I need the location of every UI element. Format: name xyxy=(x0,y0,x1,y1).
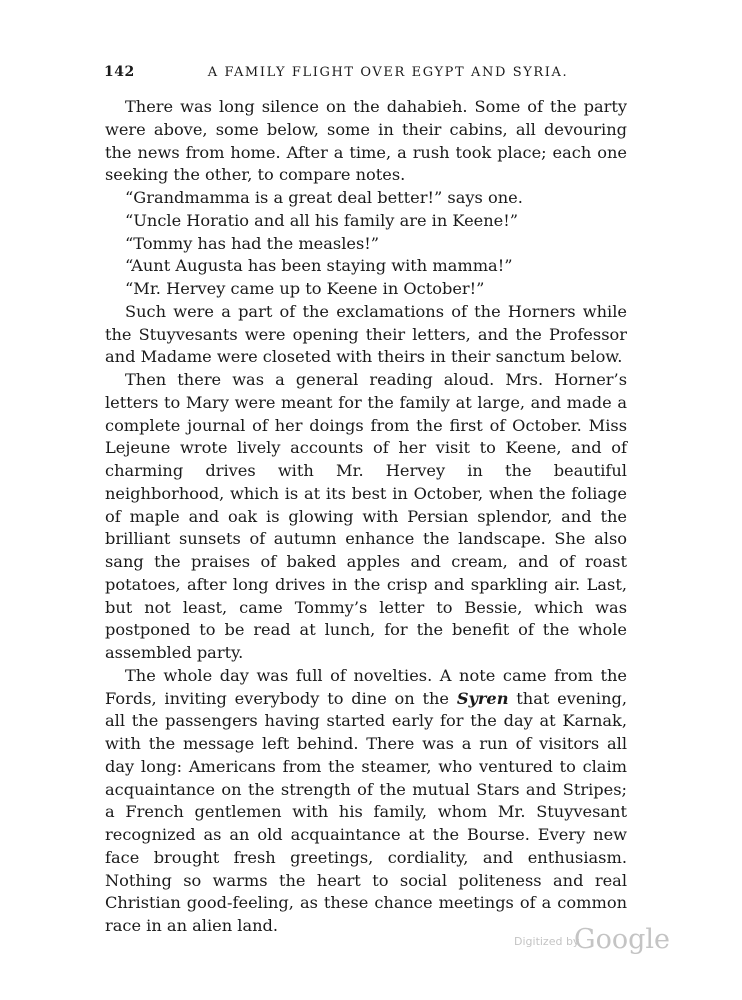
page-number: 142 xyxy=(104,64,135,80)
text-span: that evening, all the passengers having started early for the day at Karnak, with the message left behind. There was a run of visitors all day long: Americans from the steamer, who ventured to claim acquaintance on the strength of the mutual Stars and Stripes; a French gentlemen with his family, whom Mr. Stuyvesant recognized as an old acquaintance at the Bourse. Every new face brought fresh greetings, cordiality, and enthusiasm. Nothing so warms the heart to social politeness and real Christian good-feeling, as these chance meetings of a common race in an alien land. xyxy=(105,688,628,935)
paragraph: There was long silence on the dahabieh. Some of the party were above, some below, some in their cabins, all devouring the news from home. After a time, a rush took place; each one seeking the other, to compare notes. xyxy=(105,97,627,185)
paragraph-quote: “Mr. Hervey came up to Keene in October!” xyxy=(125,279,485,298)
google-logo: Google xyxy=(574,924,670,955)
watermark-small-text: Digitized by xyxy=(514,935,580,948)
running-head: A FAMILY FLIGHT OVER EGYPT AND SYRIA. xyxy=(207,65,569,80)
paragraph: Such were a part of the exclamations of the Horners while the Stuyvesants were opening their letters, and the Professor and Madame were closeted with theirs in their sanctum below. xyxy=(105,301,627,367)
paragraph-quote: “Grandmamma is a great deal better!” says one. xyxy=(125,188,523,207)
paragraph-quote: “Uncle Horatio and all his family are in Keene!” xyxy=(125,210,519,230)
body-text xyxy=(105,96,627,938)
paragraph: Then there was a general reading aloud. Mrs. Horner’s letters to Mary were meant for the family at large, and made a complete journal of her doings from the first of October. Miss Lejeune wrote lively accounts of her visit to Keene, and of charming drives with Mr. Hervey in the beautiful neighborhood, which is at its best in October, when the foliage of maple and oak is glowing with Persian splendor, and the brilliant sunsets of autumn enhance the landscape. She also sang the praises of baked apples and cream, and of roast potatoes, after long drives in the crisp and sparkling air. Last, but not least, came Tommy’s letter to Bessie, which was postponed to be read at lunch, for the benefit of the whole assembled party. xyxy=(105,370,627,662)
ship-name: Syren xyxy=(456,688,509,708)
text-span: The whole day was full of novelties. A note came from the Fords, inviting everybody to dine on the xyxy=(105,665,627,708)
paragraph-quote: “Tommy has had the measles!” xyxy=(125,233,380,253)
digitized-watermark xyxy=(508,922,678,962)
page-header xyxy=(104,64,642,86)
paragraph-quote: “Aunt Augusta has been staying with mamma!” xyxy=(125,256,513,276)
paragraph xyxy=(105,665,627,938)
